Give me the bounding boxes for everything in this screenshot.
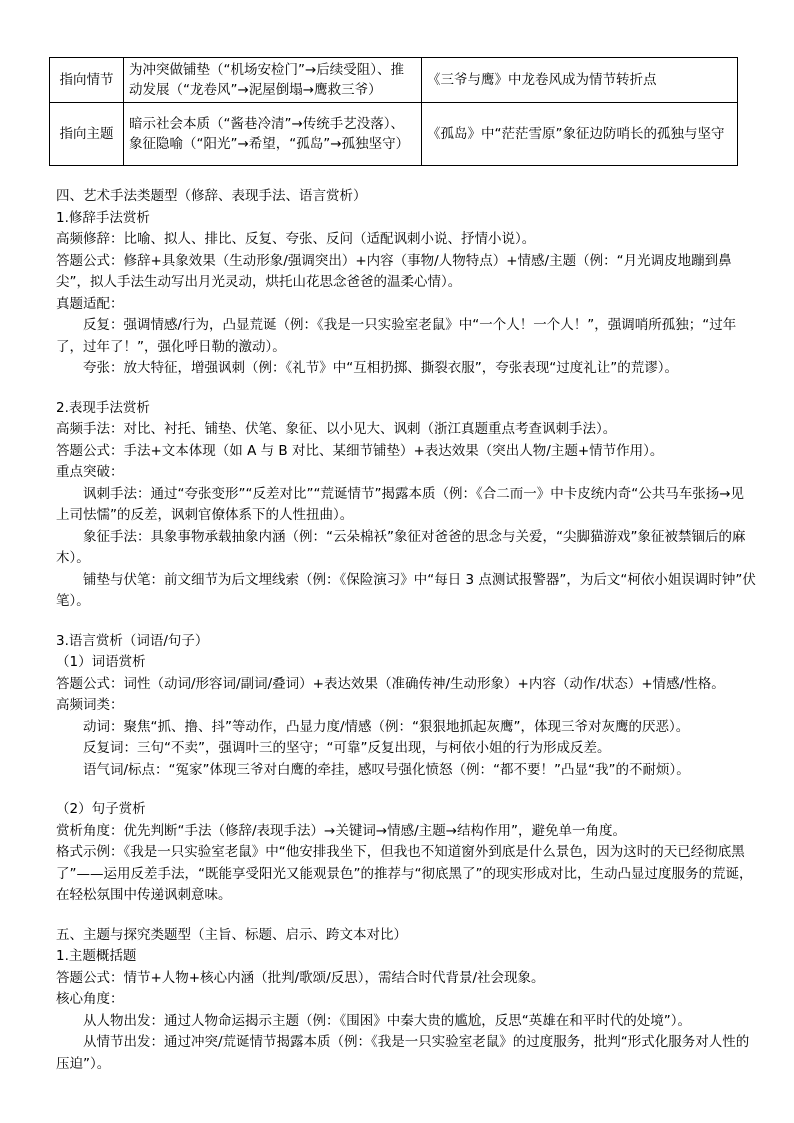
paragraph: 格式示例：《我是一只实验室老鼠》中“他安排我坐下，但我也不知道窗外到底是什么景色，因为这时的天已经彻底黑了”——运用反差手法，“既能享受阳光又能观景色”的推荐与“彻底黑了”的现实形成对比，生动凸显过度服务的荒诞，在轻松氛围中传递讽刺意味。	[56, 844, 753, 903]
section-heading: 五、主题与探究类题型（主旨、标题、启示、跨文本对比）	[56, 926, 407, 943]
paragraph: 从情节出发：通过冲突/荒诞情节揭露本质（例：《我是一只实验室老鼠》的过度服务，批判“形式化服务对人性的压迫”）。	[56, 1034, 750, 1072]
paragraph: 答题公式：手法+文本体现（如 A 与 B 对比、某细节铺垫）+表达效果（突出人物/主题+情节作用）。	[56, 442, 664, 459]
table-row	[50, 103, 738, 166]
paragraph: 讽刺手法：通过“夸张变形”“反差对比”“荒诞情节”揭露本质（例：《合二而一》中卡皮统内奇“公共马车张扬→见上司怯懦”的反差，讽刺官僚体系下的人性扭曲）。	[56, 485, 745, 523]
subsection-heading: 1.修辞手法赏析	[56, 209, 150, 226]
subsection-heading: （1）词语赏析	[56, 654, 146, 670]
subsection-heading: 2.表现手法赏析	[56, 399, 150, 416]
paragraph: 夸张：放大特征，增强讽刺（例：《礼节》中“互相扔掷、撕裂衣服”，夸张表现“过度礼让”的荒谬）。	[83, 360, 678, 376]
paragraph: 答题公式：词性（动词/形容词/副词/叠词）+表达效果（准确传神/生动形象）+内容（动作/状态）+情感/性格。	[56, 675, 725, 692]
paragraph: 核心角度：	[56, 991, 124, 1007]
subsection-heading: 3.语言赏析（词语/句子）	[56, 632, 209, 649]
paragraph: 反复词：三句“不卖”，强调叶三的坚守；“可靠”反复出现，与柯依小姐的行为形成反差。	[83, 740, 611, 756]
paragraph: 高频修辞：比喻、拟人、排比、反复、夸张、反问（适配讽刺小说、抒情小说）。	[56, 231, 536, 247]
paragraph: 语气词/标点：“冤家”体现三爷对白鹰的牵挂，感叹号强化愤怒（例：“都不要！”凸显“我”的不耐烦）。	[83, 761, 690, 778]
table-cell-label: 指向主题	[50, 103, 124, 166]
paragraph: 动词：聚焦“抓、撸、抖”等动作，凸显力度/情感（例：“狠狠地抓起灰鹰”，体现三爷对灰鹰的厌恶）。	[83, 718, 690, 735]
table-cell-desc: 为冲突做铺垫（“机场安检门”→后续受阻）、推动发展（“龙卷风”→泥屋倒塌→鹰救三爷）	[124, 58, 422, 103]
paragraph: 高频手法：对比、衬托、铺垫、伏笔、象征、以小见大、讽刺（浙江真题重点考查讽刺手法）。	[56, 421, 617, 437]
paragraph: 重点突破：	[56, 464, 124, 480]
paragraph: 真题适配：	[56, 295, 124, 312]
paragraph: 答题公式：修辞+具象效果（生动形象/强调突出）+内容（事物/人物特点）+情感/主题（例：“月光调皮地蹦到鼻尖”，拟人手法生动写出月光灵动，烘托山花思念爸爸的温柔心情）。	[56, 252, 732, 290]
paragraph: 高频词类：	[56, 697, 124, 713]
subsection-heading: 1.主题概括题	[56, 948, 137, 964]
table-cell-label: 指向情节	[50, 58, 124, 103]
document-body	[56, 186, 756, 1075]
paragraph: 从人物出发：通过人物命运揭示主题（例：《围困》中秦大贵的尴尬，反思“英雄在和平时代的处境”）。	[83, 1012, 691, 1029]
subsection-heading: （2）句子赏析	[56, 801, 146, 817]
table-cell-example: 《孤岛》中“茫茫雪原”象征边防哨长的孤独与坚守	[422, 103, 738, 166]
table-cell-example: 《三爷与鹰》中龙卷风成为情节转折点	[422, 58, 738, 103]
info-table	[49, 57, 738, 166]
section-heading: 四、艺术手法类题型（修辞、表现手法、语言赏析）	[56, 188, 367, 204]
paragraph: 铺垫与伏笔：前文细节为后文埋线索（例：《保险演习》中“每日 3 点测试报警器”，为后文“柯依小姐误调时钟”伏笔）。	[56, 571, 756, 609]
paragraph: 答题公式：情节+人物+核心内涵（批判/歌颂/反思），需结合时代背景/社会现象。	[56, 969, 545, 986]
paragraph: 象征手法：具象事物承载抽象内涵（例：“云朵棉袄”象征对爸爸的思念与关爱，“尖脚猫游戏”象征被禁锢后的麻木）。	[56, 528, 746, 566]
table-row	[50, 58, 738, 103]
paragraph: 赏析角度：优先判断“手法（修辞/表现手法）→关键词→情感/主题→结构作用”，避免单一角度。	[56, 822, 627, 839]
table-cell-desc: 暗示社会本质（“酱巷冷清”→传统手艺没落）、象征隐喻（“阳光”→希望，“孤岛”→孤独坚守）	[124, 103, 422, 166]
paragraph: 反复：强调情感/行为，凸显荒诞（例：《我是一只实验室老鼠》中“一个人！一个人！”，强调哨所孤独；“过年了，过年了！”，强化呼日勒的激动）。	[56, 317, 737, 355]
